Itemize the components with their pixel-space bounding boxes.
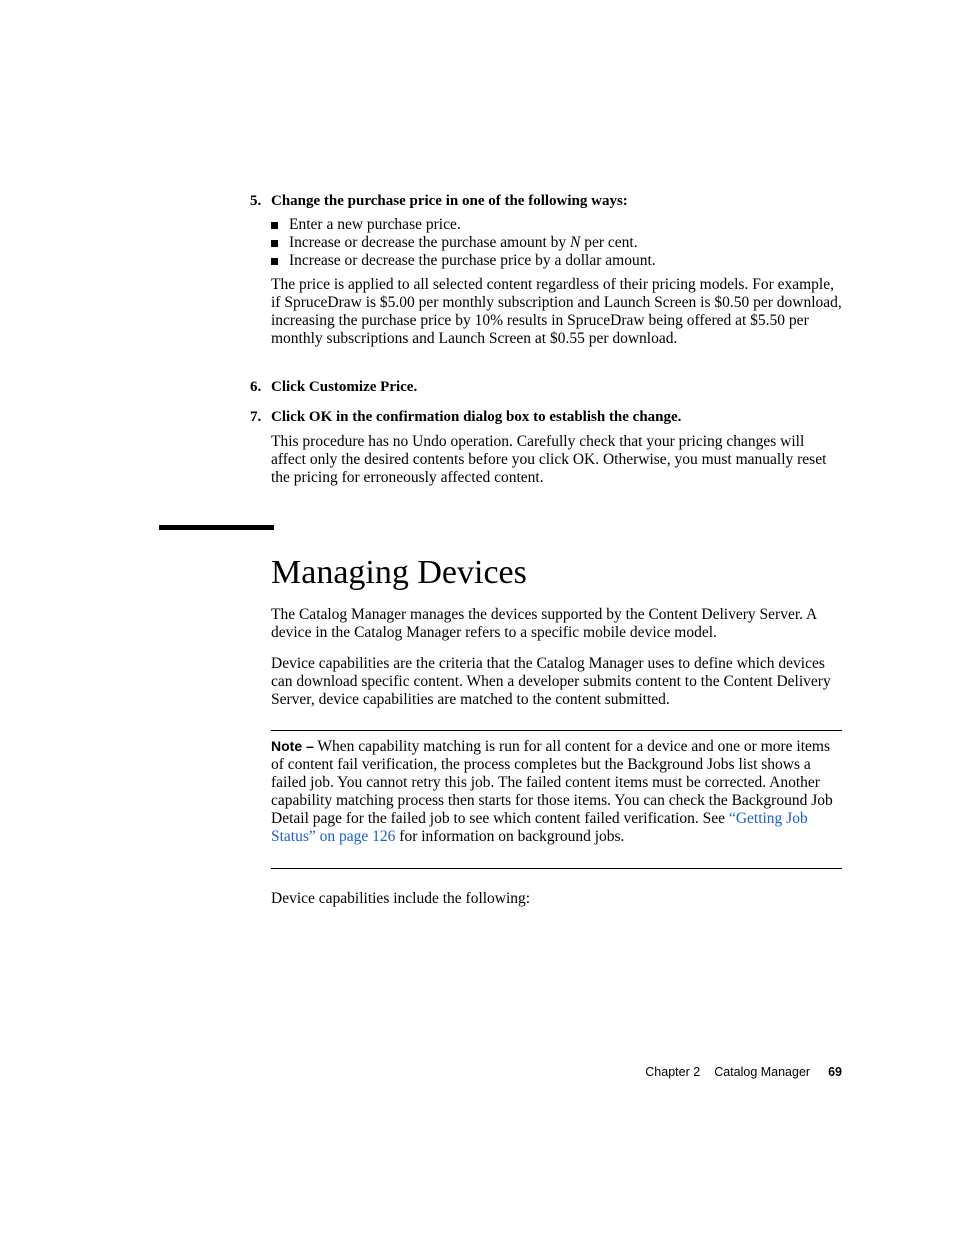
- intro-paragraph: The Catalog Manager manages the devices supported by the Content Delivery Server. A device in the Catalog Manager refers to a specific mobile device model.: [271, 606, 817, 641]
- capabilities-paragraph: Device capabilities are the criteria that the Catalog Manager uses to define which devices can download specific content. When a developer submits content to the Content Delivery Server, device capabilities are matched to the content submitted.: [271, 655, 831, 708]
- list-item: Increase or decrease the purchase price by a dollar amount.: [271, 252, 842, 270]
- square-bullet-icon: [271, 222, 278, 229]
- note-text: When capability matching is run for all content for a device and one or more items of content fail verification, the process completes but the Background Jobs list shows a failed job. You cannot retry this job. The failed content items must be corrected. Another capability matching process then starts for those items. You can check the Background Job Detail page for the failed job to see which content failed verification. See: [271, 738, 833, 827]
- step-text: Click OK in the confirmation dialog box to establish the change.: [271, 409, 682, 425]
- list-item: Increase or decrease the purchase amount by N per cent.: [271, 234, 842, 252]
- note-label: Note –: [271, 738, 314, 754]
- bullet-list: [271, 216, 842, 270]
- footer-chapter: Chapter 2: [645, 1065, 701, 1079]
- price-paragraph: The price is applied to all selected content regardless of their pricing models. For example, if SpruceDraw is $5.00 per monthly subscription and Launch Screen is $0.50 per download, increasing the purchase price by 10% results in SpruceDraw being offered at $5.50 per monthly subscriptions and Launch Screen at $0.55 per download.: [271, 276, 842, 347]
- step-number: 5.: [250, 193, 262, 209]
- section-heading: Managing Devices: [271, 554, 527, 591]
- list-item: Enter a new purchase price.: [271, 216, 842, 234]
- note-text-end: for information on background jobs.: [395, 828, 625, 845]
- footer-title: Catalog Manager: [714, 1065, 811, 1079]
- getting-job-status-link[interactable]: “Getting Job Status” on page 126: [271, 810, 808, 845]
- step-text: Change the purchase price in one of the following ways:: [271, 193, 628, 209]
- undo-paragraph: This procedure has no Undo operation. Carefully check that your pricing changes will affect only the desired contents before you click OK. Otherwise, you must manually reset the pricing for erroneously affected content.: [271, 433, 827, 486]
- step-text: Click Customize Price.: [271, 379, 418, 395]
- section-rule: [159, 525, 274, 530]
- step-6: [250, 378, 842, 396]
- page-footer: [645, 1064, 842, 1080]
- page-number: 69: [828, 1065, 842, 1079]
- step-number: 7.: [250, 409, 262, 425]
- step-number: 6.: [250, 379, 262, 395]
- note-bottom-rule: [271, 868, 842, 869]
- capabilities-intro: Device capabilities include the following:: [271, 890, 531, 907]
- step-5: [250, 192, 842, 210]
- step-7: [250, 408, 842, 426]
- square-bullet-icon: [271, 240, 278, 247]
- note-top-rule: [271, 730, 842, 731]
- square-bullet-icon: [271, 258, 278, 265]
- note-block: [271, 737, 842, 846]
